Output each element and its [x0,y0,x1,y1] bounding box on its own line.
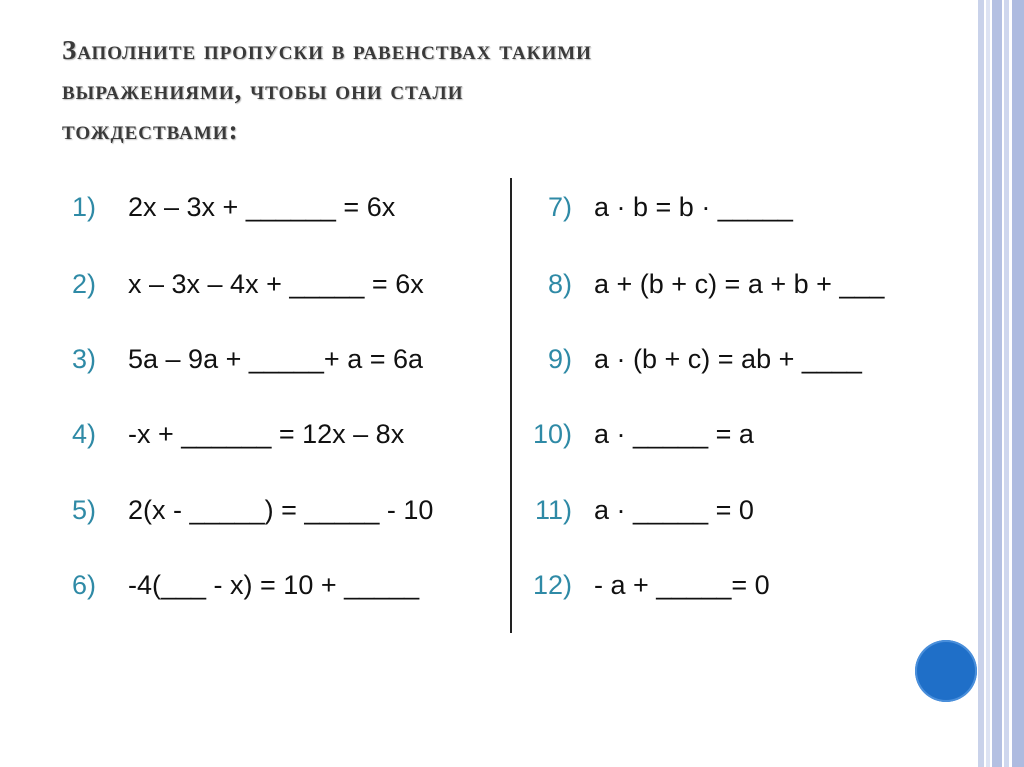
item-expression: 2x – 3x + ______ = 6x [128,192,396,222]
item-expression: a + (b + c) = a + b + ___ [594,269,885,299]
item-expression: - a + _____= 0 [594,570,770,600]
title-line: Заполните пропуски в равенствах такими [62,35,592,65]
item-number: 6) [71,570,96,600]
decorative-stripe [986,0,990,767]
item-expression: a · _____ = a [594,419,754,449]
item-expression: x – 3x – 4x + _____ = 6x [128,269,424,299]
title-line: тождествами: [62,115,239,145]
item-expression: a · b = b · _____ [594,192,793,222]
column-divider [510,178,512,633]
item-number: 8) [547,269,572,299]
item-number: 10) [532,419,572,449]
item-number: 2) [71,269,96,299]
item-number: 5) [71,495,96,525]
item-expression: 2(x - _____) = _____ - 10 [128,495,434,525]
decorative-stripe [1012,0,1024,767]
item-expression: 5a – 9a + _____+ a = 6a [128,344,424,374]
item-number: 1) [71,192,96,222]
decorative-stripe [978,0,984,767]
slide-title [62,30,942,150]
item-expression: a · (b + c) = ab + ____ [594,344,862,374]
decorative-stripe [992,0,1002,767]
item-number: 11) [534,495,572,525]
item-expression: a · _____ = 0 [594,495,754,525]
item-expression: -4(___ - x) = 10 + _____ [128,570,420,600]
item-number: 4) [71,419,96,449]
item-number: 3) [71,344,96,374]
decorative-circle [915,640,977,702]
item-number: 9) [547,344,572,374]
decorative-stripe [1004,0,1009,767]
item-number: 7) [547,192,572,222]
title-line: выражениями, чтобы они стали [62,75,464,105]
item-expression: -x + ______ = 12x – 8x [128,419,405,449]
item-number: 12) [532,570,572,600]
